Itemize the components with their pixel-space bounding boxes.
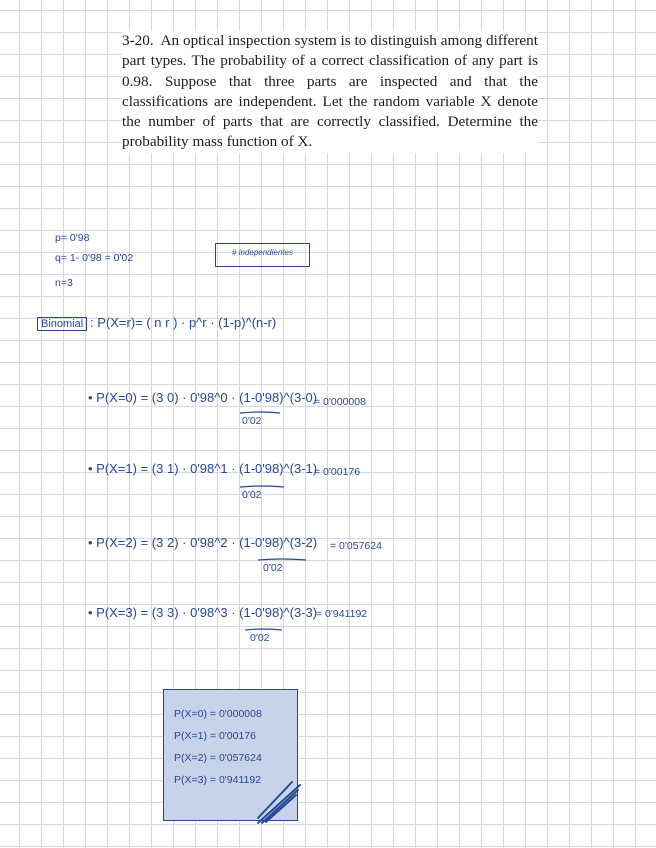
given-n: n=3 <box>55 277 73 289</box>
step-p3: • P(X=3) = (3 3) · 0'98^3 · (1-0'98)^(3-3) <box>88 605 318 620</box>
step-p3-result: = 0'941192 <box>316 608 368 620</box>
given-p: p= 0'98 <box>55 232 90 244</box>
problem-text: An optical inspection system is to distinguish among different part types. The probability of a correct classification of any part is 0.98. Suppose that three parts are inspected and that the classifications are independent. Let the random variable X denote the number of parts that are correctly classified. Determine the probability mass function of X. <box>122 32 538 151</box>
answer-p1: P(X=1) = 0'00176 <box>174 730 256 742</box>
step-p0-result: = 0'000008 <box>314 396 366 408</box>
binomial-label: Binomial <box>37 317 87 331</box>
binomial-formula: : P(X=r)= ( n r ) · p^r · (1-p)^(n-r) <box>90 315 277 330</box>
step-p1-result: = 0'00176 <box>314 466 361 478</box>
problem-number: 3-20. <box>122 32 154 49</box>
given-q: q= 1- 0'98 = 0'02 <box>55 252 134 264</box>
answer-p3: P(X=3) = 0'941192 <box>174 774 262 786</box>
step-p0-sub: 0'02 <box>242 415 262 427</box>
step-p1: • P(X=1) = (3 1) · 0'98^1 · (1-0'98)^(3-1) <box>88 461 318 476</box>
step-p3-sub: 0'02 <box>250 632 270 644</box>
step-p1-sub: 0'02 <box>242 489 262 501</box>
answer-p2: P(X=2) = 0'057624 <box>174 752 262 764</box>
step-p0: • P(X=0) = (3 0) · 0'98^0 · (1-0'98)^(3-0) <box>88 390 318 405</box>
answer-p0: P(X=0) = 0'000008 <box>174 708 262 720</box>
step-p2-result: = 0'057624 <box>330 540 382 552</box>
independent-note: # independientes <box>232 248 293 257</box>
check-stroke <box>258 782 300 823</box>
step-p2-sub: 0'02 <box>263 562 283 574</box>
step-p2: • P(X=2) = (3 2) · 0'98^2 · (1-0'98)^(3-2) <box>88 535 318 550</box>
